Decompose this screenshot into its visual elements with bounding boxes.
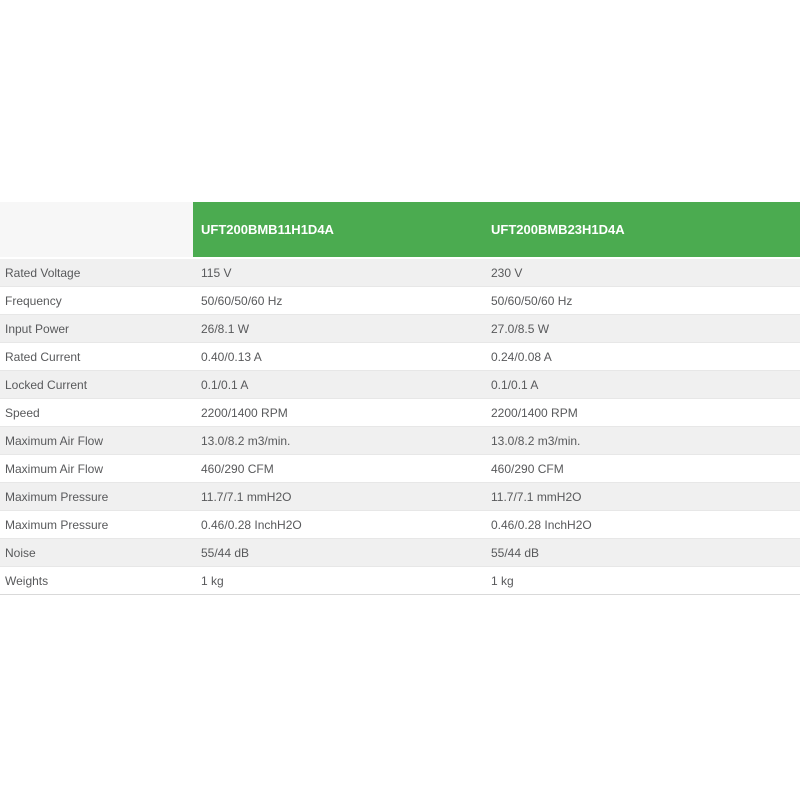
row-value-model-2: 0.1/0.1 A — [491, 377, 539, 392]
row-value-model-1: 115 V — [201, 265, 232, 280]
row-label: Rated Current — [5, 349, 81, 364]
row-value-model-2: 0.24/0.08 A — [491, 349, 552, 364]
row-label: Maximum Pressure — [5, 489, 109, 504]
row-value-model-2: 50/60/50/60 Hz — [491, 293, 573, 308]
table-row — [0, 483, 800, 511]
row-value-model-2: 0.46/0.28 InchH2O — [491, 517, 592, 532]
row-value-model-1: 2200/1400 RPM — [201, 405, 288, 420]
header-model-2: UFT200BMB23H1D4A — [483, 202, 800, 257]
row-label: Frequency — [5, 293, 62, 308]
row-label: Rated Voltage — [5, 265, 81, 280]
row-label: Maximum Air Flow — [5, 433, 104, 448]
table-row — [0, 287, 800, 315]
header-model-1: UFT200BMB11H1D4A — [193, 202, 483, 257]
table-row — [0, 259, 800, 287]
row-value-model-2: 11.7/7.1 mmH2O — [491, 489, 582, 504]
row-value-model-2: 27.0/8.5 W — [491, 321, 550, 336]
row-value-model-2: 1 kg — [491, 573, 514, 588]
row-value-model-1: 11.7/7.1 mmH2O — [201, 489, 292, 504]
product-spec-table — [0, 202, 800, 595]
row-value-model-2: 13.0/8.2 m3/min. — [491, 433, 581, 448]
row-value-model-2: 460/290 CFM — [491, 461, 564, 476]
row-label: Noise — [5, 545, 36, 560]
table-row — [0, 511, 800, 539]
row-label: Maximum Pressure — [5, 517, 109, 532]
row-label: Weights — [5, 573, 49, 588]
table-row — [0, 371, 800, 399]
header-corner-cell — [0, 202, 193, 257]
row-value-model-1: 55/44 dB — [201, 545, 250, 560]
row-value-model-1: 0.40/0.13 A — [201, 349, 262, 364]
row-value-model-1: 50/60/50/60 Hz — [201, 293, 283, 308]
row-value-model-1: 0.1/0.1 A — [201, 377, 249, 392]
table-row — [0, 427, 800, 455]
table-row — [0, 539, 800, 567]
spec-table-header-row — [0, 202, 800, 259]
row-value-model-2: 55/44 dB — [491, 545, 540, 560]
row-value-model-1: 460/290 CFM — [201, 461, 274, 476]
row-value-model-2: 2200/1400 RPM — [491, 405, 578, 420]
row-value-model-1: 1 kg — [201, 573, 224, 588]
row-label: Maximum Air Flow — [5, 461, 104, 476]
row-value-model-1: 13.0/8.2 m3/min. — [201, 433, 291, 448]
row-label: Speed — [5, 405, 40, 420]
table-row — [0, 315, 800, 343]
row-value-model-2: 230 V — [491, 265, 523, 280]
row-label: Locked Current — [5, 377, 88, 392]
row-value-model-1: 0.46/0.28 InchH2O — [201, 517, 302, 532]
table-row — [0, 567, 800, 595]
row-label: Input Power — [5, 321, 70, 336]
row-value-model-1: 26/8.1 W — [201, 321, 250, 336]
table-row — [0, 343, 800, 371]
table-row — [0, 455, 800, 483]
table-row — [0, 399, 800, 427]
